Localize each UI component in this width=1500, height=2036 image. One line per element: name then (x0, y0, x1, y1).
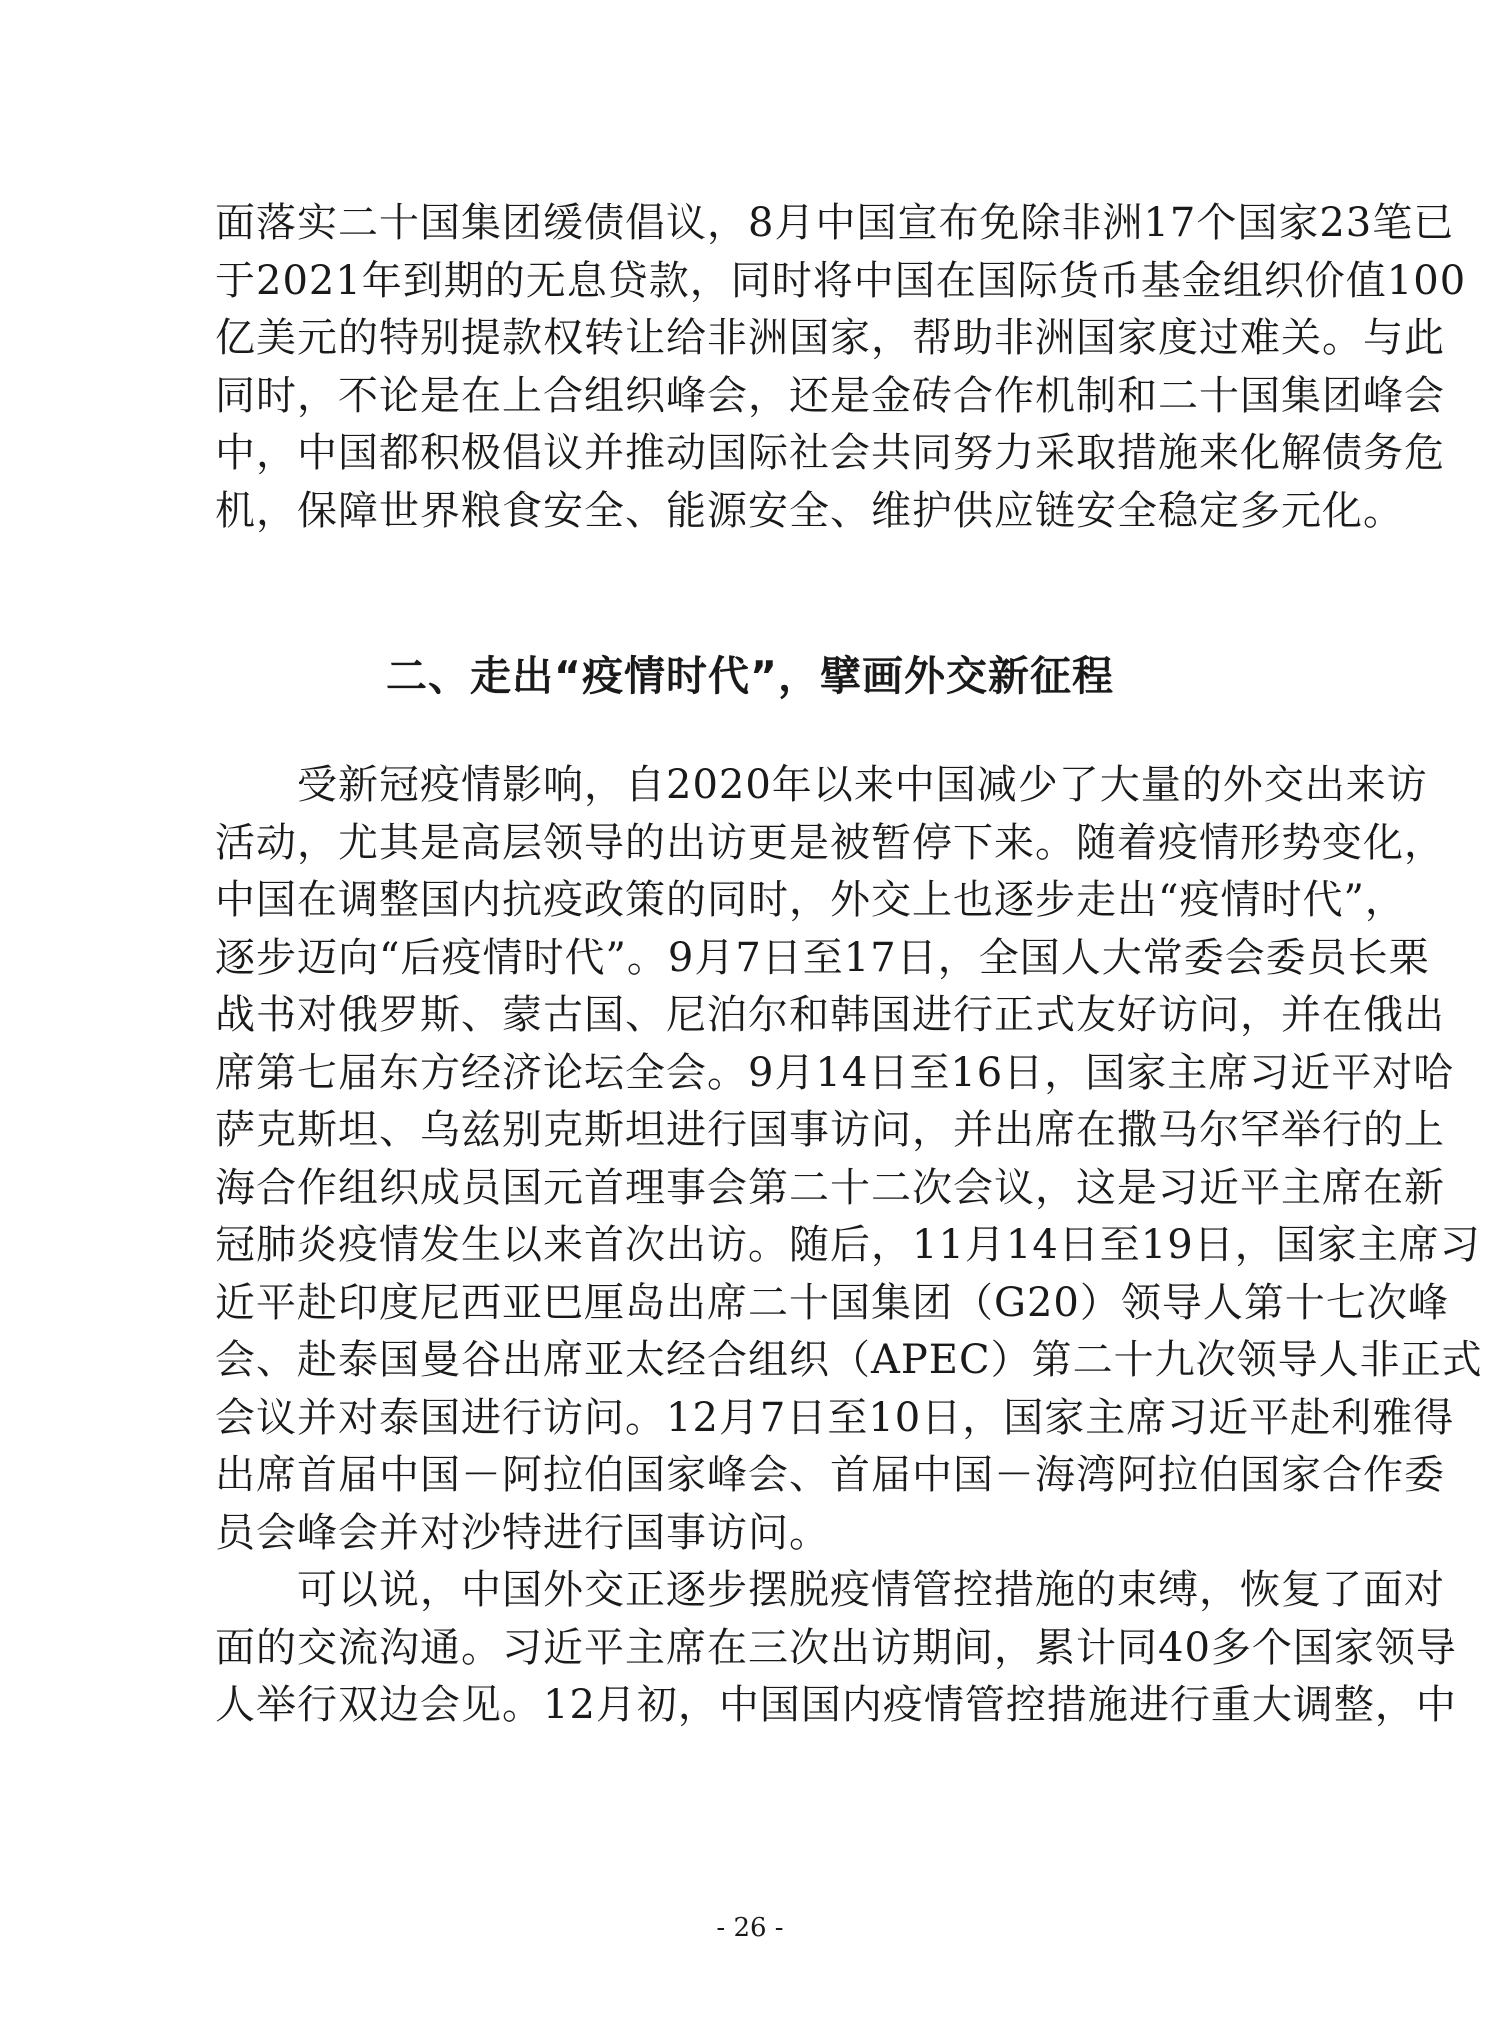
text-line: 会、赴泰国曼谷出席亚太经合组织（APEC）第二十九次领导人非正式 (215, 1337, 1483, 1383)
text-line: 同时，不论是在上合组织峰会，还是金砖合作机制和二十国集团峰会 (215, 372, 1445, 419)
text-line: 中，中国都积极倡议并推动国际社会共同努力采取措施来化解债务危 (215, 430, 1445, 476)
paragraph-diplomacy-resumes (215, 1562, 1457, 1735)
text-line: 萨克斯坦、乌兹别克斯坦进行国事访问，并出席在撒马尔罕举行的上 (215, 1107, 1445, 1153)
text-line: 逐步迈向“后疫情时代”。9月7日至17日，全国人大常委会委员长栗 (215, 934, 1430, 981)
text-line: 受新冠疫情影响，自2020年以来中国减少了大量的外交出来访 (215, 762, 1428, 808)
text-line: 中国在调整国内抗疫政策的同时，外交上也逐步走出“疫情时代”， (215, 877, 1406, 923)
text-line: 员会峰会并对沙特进行国事访问。 (215, 1509, 830, 1556)
text-line: 冠肺炎疫情发生以来首次出访。随后，11月14日至19日，国家主席习 (215, 1222, 1481, 1268)
text-line: 海合作组织成员国元首理事会第二十二次会议，这是习近平主席在新 (215, 1164, 1445, 1211)
text-line: 活动，尤其是高层领导的出访更是被暂停下来。随着疫情形势变化， (215, 819, 1445, 866)
text-line: 战书对俄罗斯、蒙古国、尼泊尔和韩国进行正式友好访问，并在俄出 (215, 992, 1445, 1038)
text-line: 亿美元的特别提款权转让给非洲国家，帮助非洲国家度过难关。与此 (215, 315, 1445, 361)
text-line: 可以说，中国外交正逐步摆脱疫情管控措施的束缚，恢复了面对 (215, 1567, 1445, 1613)
text-line: 面的交流沟通。习近平主席在三次出访期间，累计同40多个国家领导 (215, 1624, 1457, 1671)
paragraph-debt-relief (215, 195, 1467, 540)
paragraph-post-pandemic-visits (215, 757, 1483, 1562)
text-line: 近平赴印度尼西亚巴厘岛出席二十国集团（G20）领导人第十七次峰 (215, 1279, 1449, 1326)
section-heading: 二、走出“疫情时代”，擘画外交新征程 (386, 652, 1114, 700)
text-line: 面落实二十国集团缓债倡议，8月中国宣布免除非洲17个国家23笔已 (215, 200, 1455, 246)
text-line: 会议并对泰国进行访问。12月7日至10日，国家主席习近平赴利雅得 (215, 1394, 1455, 1441)
text-line: 出席首届中国－阿拉伯国家峰会、首届中国－海湾阿拉伯国家合作委 (215, 1452, 1445, 1498)
text-line: 于2021年到期的无息贷款，同时将中国在国际货币基金组织价值100 (215, 257, 1467, 304)
text-line: 席第七届东方经济论坛全会。9月14日至16日，国家主席习近平对哈 (215, 1049, 1455, 1096)
text-line: 人举行双边会见。12月初，中国国内疫情管控措施进行重大调整，中 (215, 1682, 1457, 1728)
page-number: - 26 - (716, 1913, 784, 1943)
text-line: 机，保障世界粮食安全、能源安全、维护供应链安全稳定多元化。 (215, 487, 1404, 534)
